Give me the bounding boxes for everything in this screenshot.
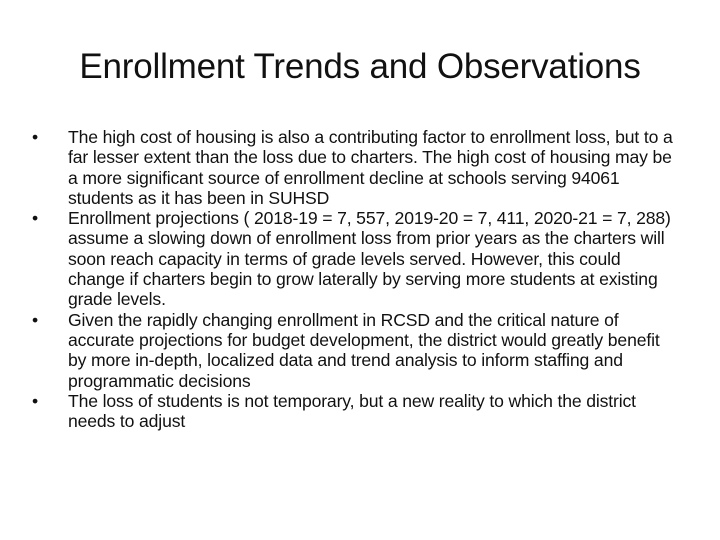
bullet-item-rcsd-projections [32, 310, 680, 391]
bullet-text: Given the rapidly changing enrollment in RCSD and the critical nature of accurate projections for budget development, the district would greatly benefit by more in-depth, localized data and trend analysis to inform staffing and programmatic decisions [68, 309, 660, 391]
bullet-item-enrollment-projections [32, 208, 680, 309]
bullet-icon: • [32, 309, 39, 330]
bullet-list [32, 127, 680, 431]
bullet-icon: • [32, 127, 39, 147]
bullet-icon: • [32, 390, 39, 411]
bullet-icon: • [32, 208, 39, 229]
bullet-text: The loss of students is not temporary, but a new reality to which the district needs to adjust [68, 390, 636, 432]
bullet-text: The high cost of housing is also a contributing factor to enrollment loss, but to a far lesser extent than the loss due to charters. The high cost of housing may be a more significant source of enrollment decline at schools serving 94061 students as it has been in SUHSD [68, 127, 673, 208]
bullet-text: Enrollment projections ( 2018-19 = 7, 557, 2019-20 = 7, 411, 2020-21 = 7, 288) assume a slowing down of enrollment loss from prior years as the charters will soon reach capacity in terms of grade levels served. However, this could change if charters begin to grow laterally by serving more students at existing grade levels. [68, 208, 671, 310]
slide-title: Enrollment Trends and Observations [79, 47, 641, 86]
bullet-item-housing-cost [32, 127, 680, 208]
bullet-item-student-loss [32, 391, 680, 432]
